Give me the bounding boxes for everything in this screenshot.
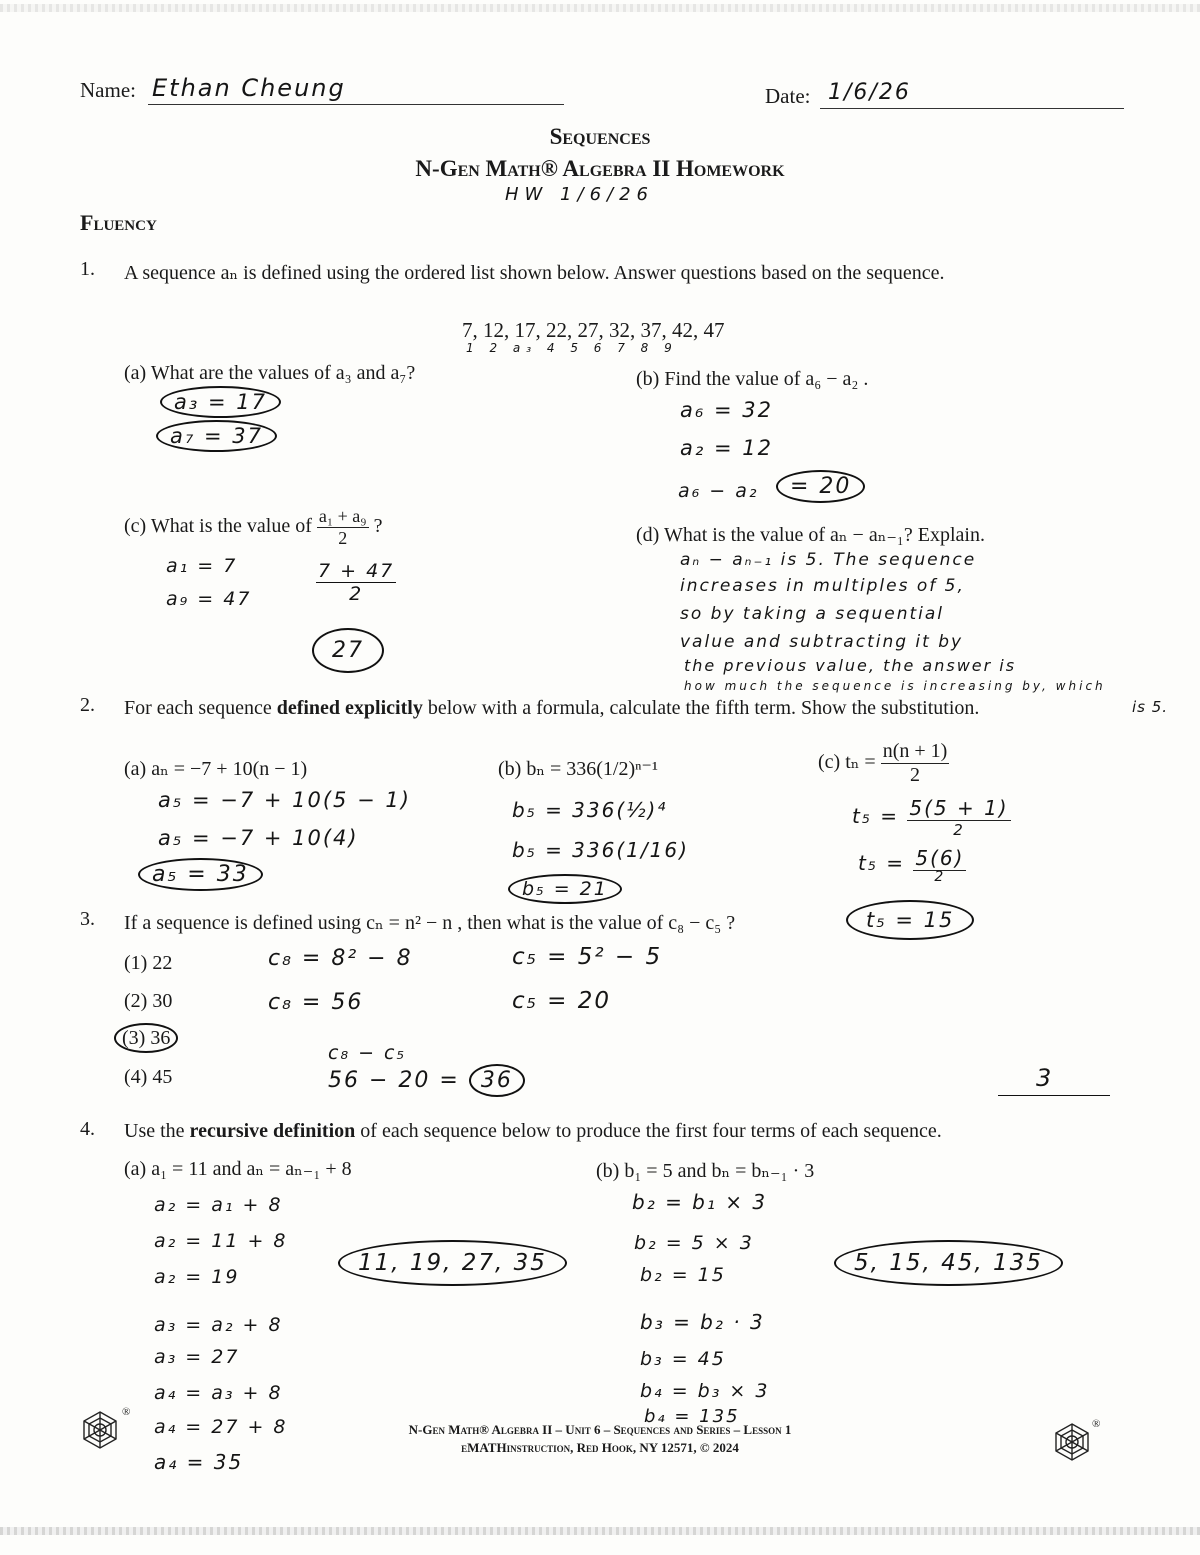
q1d-explain-2: increases in multiples of 5, [680,576,965,596]
q2b-answer: b₅ = 21 [508,874,622,904]
q4b-work-6: b₄ = b₃ × 3 [640,1380,770,1402]
q1-prompt: A sequence aₙ is defined using the ordered list shown below. Answer questions based on the sequence. [124,262,945,284]
q1a-answer-a3: a₃ = 17 [160,386,281,418]
section-fluency: Fluency [80,210,157,235]
page-title: Sequences [549,124,651,149]
q2b-work-1: b₅ = 336(½)⁴ [512,798,668,822]
footer-line-2: eMATHinstruction, Red Hook, NY 12571, © 2024 [461,1440,739,1455]
q1d-explain-4: value and subtracting it by [680,632,964,652]
q1c-work-2: a₉ = 47 [166,588,252,610]
q3-work-sub-text: 56 − 20 = [328,1068,460,1093]
q1c-work-fraction-num: 7 + 47 [318,560,395,582]
q2-prompt [124,697,979,720]
q3-option-2: (2) 30 [124,990,173,1012]
q1c-work-fraction [316,560,396,605]
q3-option-4: (4) 45 [124,1066,173,1088]
q1b-work-2: a₂ = 12 [680,436,773,460]
q2c-work-2-fraction [913,846,966,883]
q2c-answer: t₅ = 15 [846,900,974,940]
q2c-work-2-pre: t₅ = [858,851,905,875]
page-subtitle: N-Gen Math® Algebra II Homework [415,156,785,181]
hw-note: HW 1/6/26 [505,184,654,205]
q1-number: 1. [80,258,95,280]
q2-number: 2. [80,694,95,716]
q1-list: 7, 12, 17, 22, 27, 32, 37, 42, 47 [462,318,725,342]
q2c-formula-num: n(n + 1) [882,740,948,762]
q1a-question: (a) What are the values of a₃ and a₇? [124,362,416,384]
q4a-work-2: a₂ = 11 + 8 [154,1230,288,1252]
q4b-work-2: b₂ = 5 × 3 [634,1232,754,1254]
q4b-definition: (b) b₁ = 5 and bₙ = bₙ₋₁ · 3 [596,1160,815,1182]
q4b-work-7: b₄ = 135 [644,1406,740,1427]
q1b-question: (b) Find the value of a₆ − a₂ . [636,368,869,390]
logo-left-registered: ® [122,1406,131,1418]
q2c-work-1-num: 5(5 + 1) [909,796,1009,820]
footer-line-1: N-Gen Math® Algebra II – Unit 6 – Sequences and Series – Lesson 1 [408,1422,792,1437]
q4a-answer: 11, 19, 27, 35 [338,1240,567,1286]
q3-work-diff: c₈ − c₅ [328,1042,407,1064]
name-label: Name: [80,78,136,102]
q2-prompt-start: For each sequence [124,697,277,719]
q3-work-sub [328,1068,525,1093]
q1c-question-text: (c) What is the value of [124,515,312,538]
q1c-question [124,506,382,549]
q1-index-marks: 1 2 a₃ 4 5 6 7 8 9 [466,341,678,355]
q4-prompt-bold: recursive definition [189,1120,356,1142]
scan-edge-top [0,4,1200,12]
q4a-definition: (a) a₁ = 11 and aₙ = aₙ₋₁ + 8 [124,1158,352,1180]
q1c-fraction-num: a₁ + a₉ [318,506,367,526]
q1d-explain-3: so by taking a sequential [680,604,945,624]
q4-prompt-start: Use the [124,1120,190,1142]
q2c-work-2-num: 5(6) [915,846,965,870]
date-line [820,108,1124,109]
q3-work-c5: c₅ = 5² − 5 [512,944,663,970]
q1d-explain-5: the previous value, the answer is [684,656,1017,675]
q3-number: 3. [80,908,95,930]
q2c-work-2-den: 2 [934,869,946,885]
q1d-explain-1: aₙ − aₙ₋₁ is 5. The sequence [680,550,977,570]
q1c-work-fraction-den: 2 [349,583,364,605]
q4b-work-1: b₂ = b₁ × 3 [632,1190,768,1214]
q4a-work-3: a₂ = 19 [154,1266,240,1288]
q4b-work-5: b₃ = 45 [640,1348,726,1370]
q3-option-1: (1) 22 [124,952,173,974]
scan-edge-bottom [0,1527,1200,1535]
q3-prompt: If a sequence is defined using cₙ = n² − n , then what is the value of c₈ − c₅ ? [124,912,736,934]
emath-logo-left-icon [80,1410,120,1450]
q2a-work-2: a₅ = −7 + 10(4) [158,826,359,850]
q1a-answer-a7: a₇ = 37 [156,420,277,452]
q1b-answer: = 20 [776,470,865,503]
q3-answer-blank: 3 [1036,1064,1054,1092]
q4-number: 4. [80,1118,95,1140]
q4a-work-7: a₄ = 27 + 8 [154,1416,288,1438]
q3-work-c5-value: c₅ = 20 [512,988,612,1014]
q1c-work-frac [316,560,396,605]
date-value: 1/6/26 [828,80,911,105]
q4b-work-3: b₂ = 15 [640,1264,726,1286]
q4a-work-1: a₂ = a₁ + 8 [154,1194,283,1216]
q1d-explain-7: is 5. [1132,698,1169,716]
q2b-formula: (b) bₙ = 336(1/2)ⁿ⁻¹ [498,758,658,780]
name-value: Ethan Cheung [152,74,346,102]
q1c-fraction [317,506,369,549]
q4a-work-5: a₃ = 27 [154,1346,240,1368]
q2c-work-1 [852,796,1011,839]
q2c-work-1-pre: t₅ = [852,804,899,828]
q1b-work-3: a₆ − a₂ [678,480,759,502]
q4-prompt-end: of each sequence below to produce the first four terms of each sequence. [355,1120,942,1142]
q4b-work-4: b₃ = b₂ · 3 [640,1310,765,1334]
q3-work-c8: c₈ = 8² − 8 [268,946,413,971]
q1b-work-1: a₆ = 32 [680,398,773,422]
q2c-formula-den: 2 [909,764,920,786]
q2a-answer: a₅ = 33 [138,858,263,891]
q2a-work-1: a₅ = −7 + 10(5 − 1) [158,788,411,812]
q3-option-3 [124,1027,178,1050]
q2c-work-1-fraction [907,796,1010,839]
q1c-question-mark: ? [373,515,383,538]
q2-prompt-end: below with a formula, calculate the fifth term. Show the substitution. [422,697,980,719]
q2c-formula-fraction [881,740,950,787]
q3-work-answer: 36 [469,1064,525,1097]
q2-prompt-bold: defined explicitly [276,697,423,719]
logo-right-registered: ® [1092,1418,1101,1430]
q2c-work-2 [858,846,966,883]
q1c-answer: 27 [312,628,384,673]
q4a-work-8: a₄ = 35 [154,1450,244,1474]
emath-logo-right-icon [1052,1422,1092,1462]
q4a-work-4: a₃ = a₂ + 8 [154,1314,283,1336]
q3-option-3-circled: (3) 36 [114,1023,178,1053]
q2b-work-2: b₅ = 336(1/16) [512,838,689,862]
q1c-work-1: a₁ = 7 [166,555,238,577]
q4-prompt [124,1120,942,1143]
q1c-fraction-den: 2 [338,528,348,548]
q4b-answer: 5, 15, 45, 135 [834,1240,1063,1286]
q2c-formula-pre: (c) tₙ = [818,751,876,774]
q4a-work-6: a₄ = a₃ + 8 [154,1382,283,1404]
name-line [148,104,564,105]
date-label: Date: [765,84,811,108]
q2c-work-1-den: 2 [953,821,965,839]
q3-work-c8-value: c₈ = 56 [268,990,364,1015]
q3-answer-line [998,1095,1110,1096]
q2c-formula [818,740,949,787]
q1d-question: (d) What is the value of aₙ − aₙ₋₁? Explain. [636,524,985,546]
q1d-explain-6: how much the sequence is increasing by, which [684,679,1106,693]
q2a-formula: (a) aₙ = −7 + 10(n − 1) [124,758,308,780]
